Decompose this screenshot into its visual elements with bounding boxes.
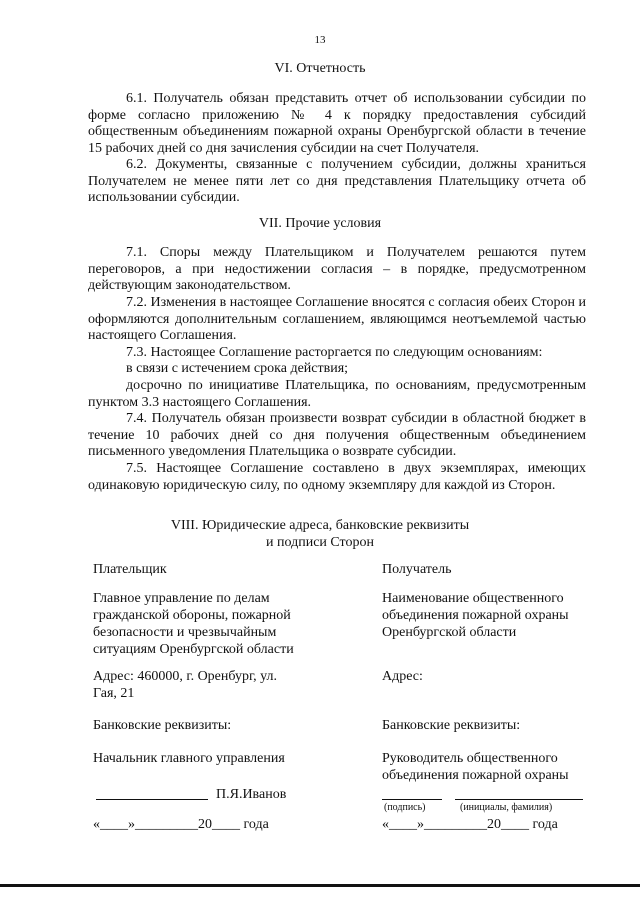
recipient-name: Наименование общественного объединения пожарной охраны Оренбургской области [382,591,569,640]
paragraph-7-1: 7.1. Споры между Плательщиком и Получателем решаются путем переговоров, а при недостижении согласия – в порядке, предусмотренном действующим законодательством. [88,245,586,294]
paragraph-7-4: 7.4. Получатель обязан произвести возврат субсидии в областной бюджет в течение 10 рабочих дней со дня получения общественным объединением письменного уведомления Плательщика о возврате субсидии. [88,411,586,460]
payer-date-line: «____»_________20____ года [93,817,269,832]
recipient-label: Получатель [382,562,452,577]
payer-bank-details: Банковские реквизиты: [93,718,232,733]
payer-signature-name: П.Я.Иванов [216,787,287,802]
paragraph-7-3: 7.3. Настоящее Соглашение расторгается по следующим основаниям: [126,345,543,360]
recipient-date-line: «____»_________20____ года [382,817,558,832]
paragraph-6-1: 6.1. Получатель обязан представить отчет об использовании субсидии по форме согласно приложению № 4 к порядку предоставления субсидий общественным объединениям пожарной охраны Оренбургской области в течение 15 рабочих дней со дня зачисления субсидии на счет Получателя. [88,91,586,156]
bottom-border [0,884,640,887]
paragraph-7-3-b: досрочно по инициативе Плательщика, по основаниям, предусмотренным пунктом 3.3 настоящего Соглашения. [88,378,586,410]
payer-position: Начальник главного управления [93,751,285,766]
section-6-title: VI. Отчетность [274,61,366,76]
recipient-address: Адрес: [382,669,423,684]
paragraph-7-3-a: в связи с истечением срока действия; [126,361,349,376]
payer-name: Главное управление по делам гражданской обороны, пожарной безопасности и чрезвычайным ситуациям Оренбургской области [93,591,294,657]
recipient-signature-caption: (подпись) [384,802,426,813]
recipient-position: Руководитель общественного объединения пожарной охраны [382,751,569,783]
payer-address: Адрес: 460000, г. Оренбург, ул. Гая, 21 [93,669,278,701]
paragraph-7-5: 7.5. Настоящее Соглашение составлено в двух экземплярах, имеющих одинаковую юридическую силу, по одному экземпляру для каждой из Сторон. [88,461,586,493]
payer-label: Плательщик [93,562,167,577]
section-8-title-line1: VIII. Юридические адреса, банковские реквизиты [170,518,470,533]
section-7-title: VII. Прочие условия [258,216,382,231]
recipient-name-caption: (инициалы, фамилия) [460,802,553,813]
paragraph-7-2: 7.2. Изменения в настоящее Соглашение вносятся с согласия обеих Сторон и оформляются дополнительным соглашением, являющимся неотъемлемой частью настоящего Соглашения. [88,295,586,344]
recipient-bank-details: Банковские реквизиты: [382,718,521,733]
recipient-name-line [455,799,583,800]
page-number: 13 [314,34,326,46]
section-8-title-line2: и подписи Сторон [266,535,374,550]
recipient-signature-line [382,799,442,800]
paragraph-6-2: 6.2. Документы, связанные с получением субсидии, должны храниться Получателем не менее пяти лет со дня представления Плательщику отчета об использовании субсидии. [88,157,586,206]
payer-signature-line [96,799,208,800]
